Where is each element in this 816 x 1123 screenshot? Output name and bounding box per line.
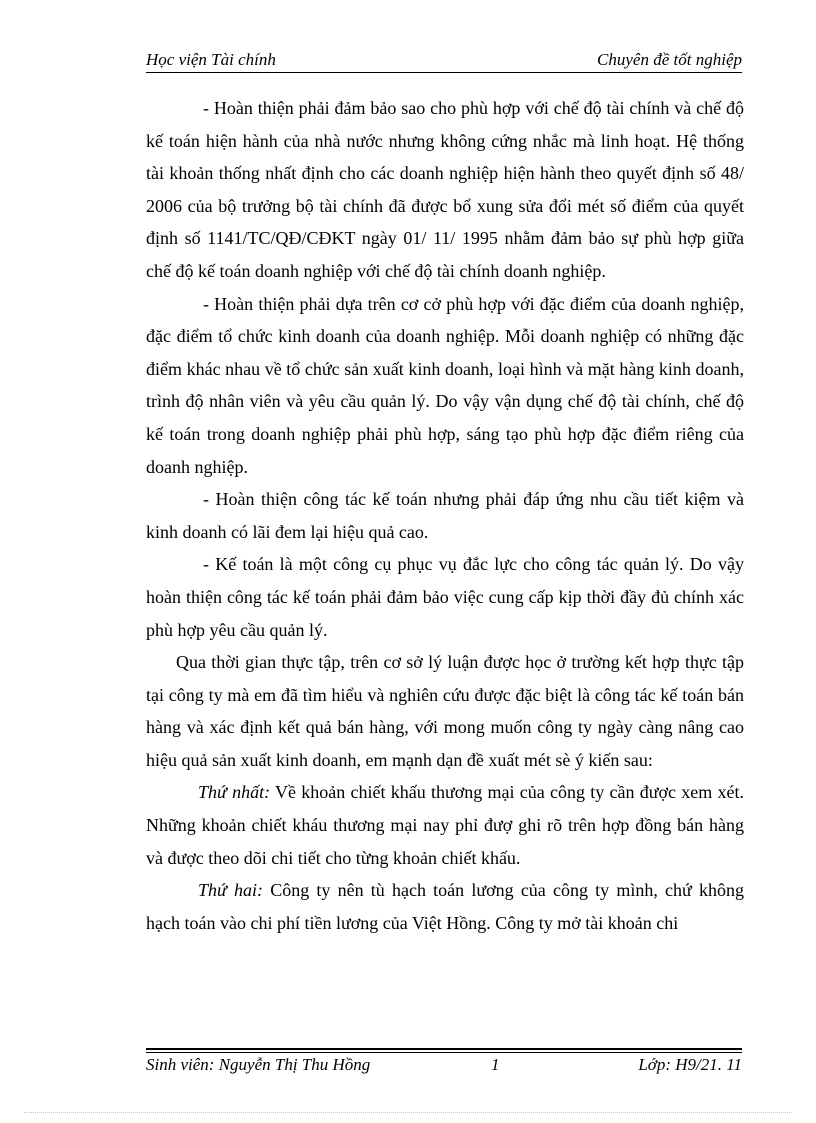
page-bottom-edge <box>24 1112 792 1113</box>
paragraph-1: - Hoàn thiện phải đảm bảo sao cho phù hợp với chế độ tài chính và chế độ kế toán hiện hành của nhà nước nhưng không cứng nhắc mà linh hoạt. Hệ thống tài khoản thống nhất định cho các doanh nghiệp hiện hành theo quyết định số 48/ 2006 của bộ trưởng bộ tài chính đã được bổ xung sửa đổi mét số điểm của quyết định số 1141/TC/QĐ/CĐKT ngày 01/ 11/ 1995 nhằm đảm bảo sự phù hợp giữa chế độ kế toán doanh nghiệp với chế độ tài chính doanh nghiệp. <box>146 98 744 281</box>
paragraph-3: - Hoàn thiện công tác kế toán nhưng phải đáp ứng nhu cầu tiết kiệm và kinh doanh có lãi đem lại hiệu quả cao. <box>146 489 744 542</box>
header-institution: Học viện Tài chính <box>146 50 276 69</box>
paragraph-7-lead: Thứ hai: <box>198 880 264 901</box>
body-text <box>146 92 744 939</box>
header-document-type: Chuyên đề tốt nghiệp <box>597 50 742 69</box>
footer-rule-thick <box>146 1048 742 1050</box>
paragraph-6-lead: Thứ nhất: <box>198 782 271 803</box>
paragraph-5: Qua thời gian thực tập, trên cơ sở lý luận được học ở trường kết hợp thực tập tại công ty mà em đã tìm hiểu và nghiên cứu được đặc biệt là công tác kế toán bán hàng và xác định kết quả bán hàng, với mong muốn công ty ngày càng nâng cao hiệu quả sản xuất kinh doanh, em mạnh dạn đề xuất mét sè ý kiến sau: <box>146 652 744 770</box>
footer-student: Sinh viên: Nguyễn Thị Thu Hồng <box>146 1055 371 1074</box>
header-rule <box>146 72 742 73</box>
paragraph-6: Thứ nhất: Về khoản chiết khấu thương mại của công ty cần được xem xét. Những khoản chiết kháu thương mại nay phỉ đượ ghi rõ trên hợp đồng bán hàng và được theo dõi chi tiết cho từng khoản chiết khấu. <box>146 782 744 868</box>
footer-rule-thin <box>146 1052 742 1053</box>
footer-page-number: 1 <box>491 1055 500 1074</box>
footer-class: Lớp: H9/21. 11 <box>638 1055 742 1074</box>
paragraph-4: - Kế toán là một công cụ phục vụ đắc lực cho công tác quản lý. Do vậy hoàn thiện công tác kế toán phải đảm bảo việc cung cấp kịp thời đầy đủ chính xác phù hợp yêu cầu quản lý. <box>146 554 744 640</box>
paragraph-7: Thứ hai: Công ty nên tù hạch toán lương của công ty mình, chứ không hạch toán vào chi phí tiền lương của Việt Hồng. Công ty mở tài khoản chi <box>146 880 744 933</box>
page-header <box>146 48 742 72</box>
page-footer <box>146 1055 742 1079</box>
paragraph-2: - Hoàn thiện phải dựa trên cơ cở phù hợp với đặc điểm của doanh nghiệp, đặc điểm tổ chức kinh doanh của doanh nghiệp. Mỗi doanh nghiệp có những đặc điểm khác nhau về tổ chức sản xuất kinh doanh, loại hình và mặt hàng kinh doanh, trình độ nhân viên và yêu cầu quản lý. Do vậy vận dụng chế độ tài chính, chế độ kế toán trong doanh nghiệp phải phù hợp, sáng tạo phù hợp đặc điểm riêng của doanh nghiệp. <box>146 293 744 477</box>
